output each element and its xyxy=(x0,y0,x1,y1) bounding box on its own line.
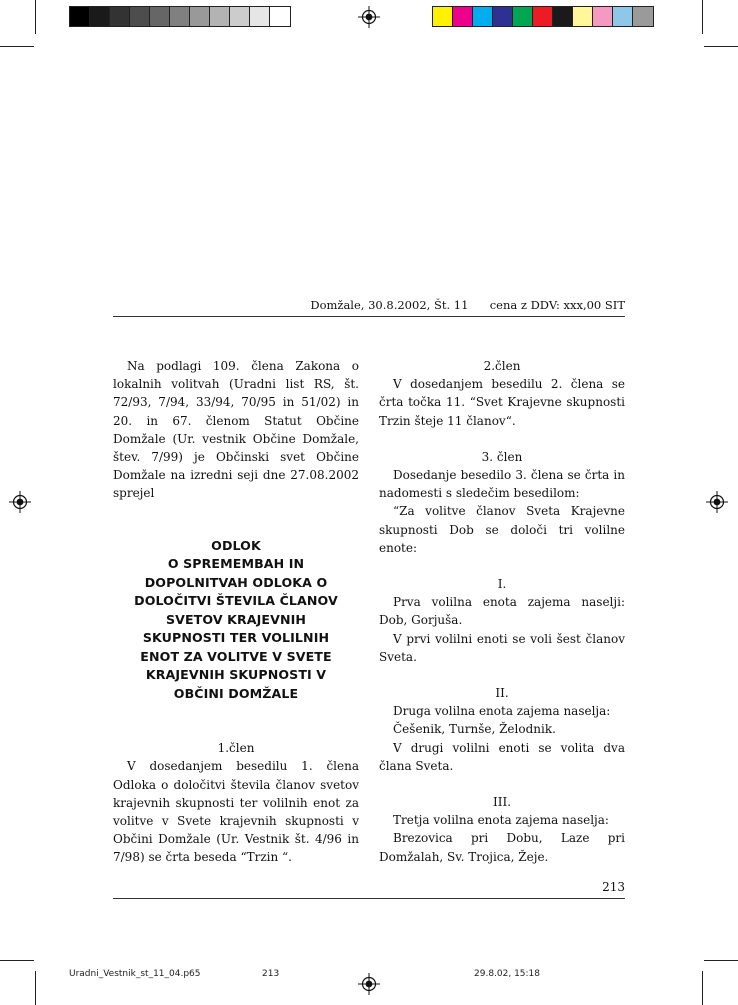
gray-swatch xyxy=(250,7,270,26)
color-swatch xyxy=(513,7,533,26)
article-3-quote: “Za volitve članov Sveta Krajevne skupnosti Dob se določi tri volilne enote: xyxy=(379,504,625,555)
article-2-heading: 2.člen xyxy=(483,359,521,373)
article-3-text: Dosedanje besedilo 3. člena se črta in nadomesti s sledečim besedilom: xyxy=(379,468,625,501)
footer-rule xyxy=(113,898,625,899)
title-line: DOPOLNITVAH ODLOKA O xyxy=(144,574,328,590)
crop-mark xyxy=(35,0,36,34)
article-2-text: V dosedanjem besedilu 2. člena se črta točka 11. “Svet Krajevne skupnosti Trzin šteje 11 članov“. xyxy=(379,377,625,428)
title-line: SKUPNOSTI TER VOLILNIH xyxy=(142,630,330,646)
right-column xyxy=(379,357,625,866)
slug-filename: Uradni_Vestnik_st_11_04.p65 xyxy=(69,969,201,979)
registration-mark-icon xyxy=(706,491,728,513)
crop-mark xyxy=(704,960,738,961)
gray-swatch xyxy=(210,7,230,26)
unit-3-heading: III. xyxy=(492,795,512,810)
article-1-text: V dosedanjem besedilu 1. člena Odloka o določitvi števila članov svetov krajevnih skupnosti ter volilnih enot za volitve v Svete krajevnih skupnosti v Občini Domžale (Ur. Vestnik št. 4/96 in 7/98) se črta beseda “Trzin “. xyxy=(113,759,359,865)
registration-mark-icon xyxy=(358,6,380,28)
gray-swatch xyxy=(110,7,130,26)
running-header xyxy=(113,298,625,317)
title-line: ENOT ZA VOLITVE V SVETE xyxy=(140,648,332,664)
document-title xyxy=(113,537,359,704)
crop-mark xyxy=(702,971,703,1005)
color-swatch xyxy=(433,7,453,26)
gray-swatch xyxy=(190,7,210,26)
registration-mark-icon xyxy=(358,973,380,995)
crop-mark xyxy=(704,46,738,47)
color-swatch xyxy=(473,7,493,26)
gray-swatch xyxy=(90,7,110,26)
crop-mark xyxy=(35,971,36,1005)
gray-swatch xyxy=(230,7,250,26)
title-line: O SPREMEMBAH IN xyxy=(167,556,305,572)
gray-swatch xyxy=(70,7,90,26)
registration-mark-icon xyxy=(9,491,31,513)
color-swatch xyxy=(493,7,513,26)
color-swatch xyxy=(593,7,613,26)
color-swatch xyxy=(633,7,653,26)
crop-mark xyxy=(0,46,34,47)
unit-2-text: Češenik, Turnše, Želodnik. xyxy=(393,722,556,737)
intro-paragraph: Na podlagi 109. člena Zakona o lokalnih volitvah (Uradni list RS, št. 72/93, 7/94, 33/94, 70/95 in 51/02) in 20. in 67. členom Statut Občine Domžale (Ur. vestnik Občine Domžale, štev. 7/99) je Občinski svet Občine Domžale na izredni seji dne 27.08.2002 sprejel xyxy=(113,359,359,501)
unit-3-text: Brezovica pri Dobu, Laze pri Domžalah, Sv. Trojica, Žeje. xyxy=(379,831,625,864)
unit-3-text: Tretja volilna enota zajema naselja: xyxy=(393,813,609,828)
color-swatch xyxy=(533,7,553,26)
title-line: ODLOK xyxy=(211,537,261,553)
color-swatch xyxy=(613,7,633,26)
left-column xyxy=(113,357,359,867)
crop-mark xyxy=(0,960,34,961)
color-swatch xyxy=(573,7,593,26)
gray-swatch xyxy=(270,7,290,26)
title-line: SVETOV KRAJEVNIH xyxy=(165,611,307,627)
process-color-bar xyxy=(432,6,654,27)
gray-swatch xyxy=(150,7,170,26)
article-3-heading: 3. člen xyxy=(481,449,523,464)
grayscale-color-bar xyxy=(69,6,291,27)
unit-2-text: Druga volilna enota zajema naselja: xyxy=(393,704,611,719)
unit-1-text: Prva volilna enota zajema naselji: Dob, Gorjuša. xyxy=(379,595,625,628)
header-price: cena z DDV: xxx,00 SIT xyxy=(489,298,625,312)
header-dateline: Domžale, 30.8.2002, Št. 11 xyxy=(310,298,469,312)
page-number: 213 xyxy=(602,880,625,894)
title-line: DOLOČITVI ŠTEVILA ČLANOV xyxy=(134,593,338,609)
slug-page: 213 xyxy=(262,969,280,979)
unit-1-text: V prvi volilni enoti se voli šest članov Sveta. xyxy=(379,631,625,664)
article-1-heading: 1.člen xyxy=(217,741,255,756)
unit-1-heading: I. xyxy=(497,577,507,592)
color-swatch xyxy=(453,7,473,26)
title-line: OBČINI DOMŽALE xyxy=(173,685,299,701)
title-line: KRAJEVNIH SKUPNOSTI V xyxy=(145,667,327,683)
unit-2-text: V drugi volilni enoti se volita dva člana Sveta. xyxy=(379,740,625,773)
unit-2-heading: II. xyxy=(495,686,509,701)
gray-swatch xyxy=(170,7,190,26)
slug-timestamp: 29.8.02, 15:18 xyxy=(474,969,541,979)
color-swatch xyxy=(553,7,573,26)
gray-swatch xyxy=(130,7,150,26)
crop-mark xyxy=(702,0,703,34)
